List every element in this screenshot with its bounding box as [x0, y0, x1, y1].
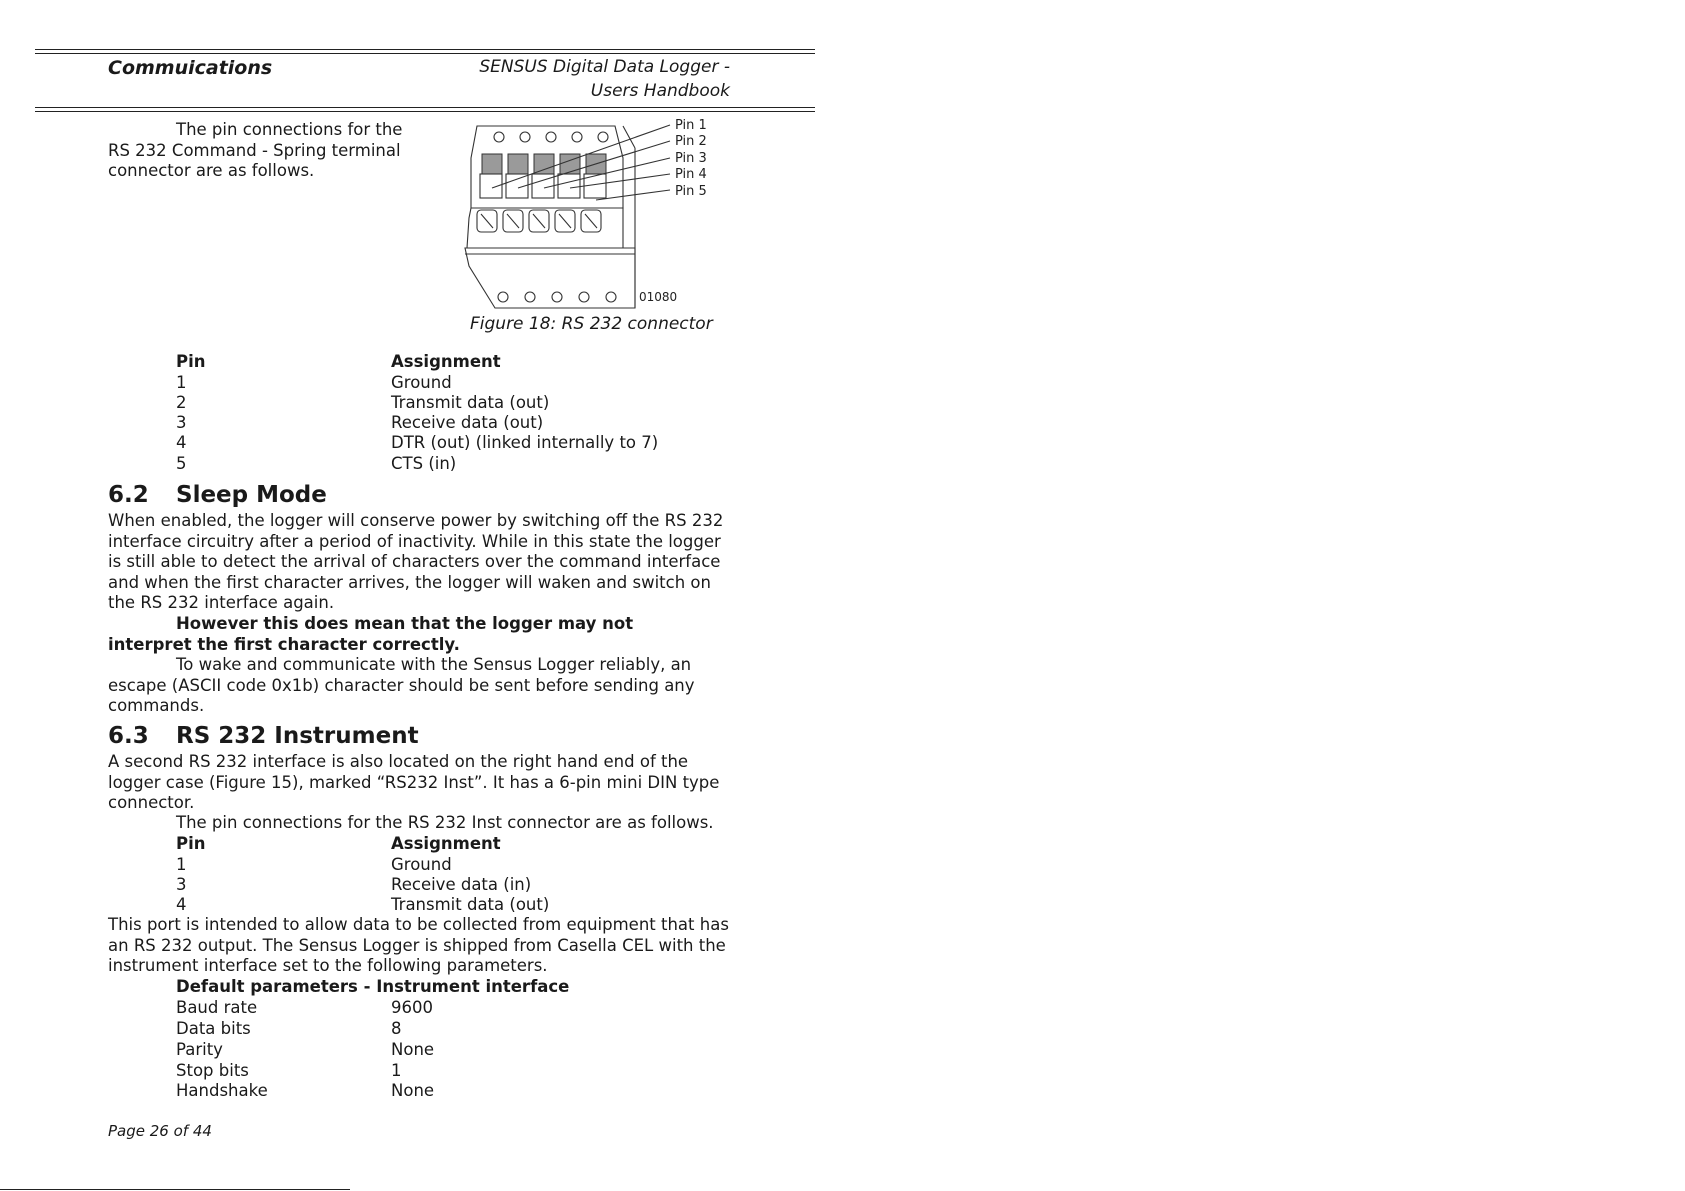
pin-assignment: Receive data (out) [391, 413, 544, 432]
instrument-paragraph-3: This port is intended to allow data to be collected from equipment that has an RS 232 output. The Sensus Logger is shipped from Casella CEL with the instrument interface set to the following parameters. [108, 915, 729, 975]
header-document-title-line1: SENSUS Digital Data Logger - [479, 57, 730, 77]
pin-assignment: DTR (out) (linked internally to 7) [391, 433, 659, 452]
pin-number: 1 [176, 855, 187, 874]
parameter-name: Stop bits [176, 1061, 249, 1080]
rs232-connector-figure [455, 118, 735, 313]
header-rule-bottom-1 [35, 107, 815, 108]
pin-assignment: Transmit data (out) [391, 393, 550, 412]
figure-code: 01080 [639, 290, 678, 304]
parameter-value: 1 [391, 1061, 402, 1080]
pin-number: 3 [176, 413, 187, 432]
pin-assignment: Ground [391, 373, 452, 392]
pin-assignment: Receive data (in) [391, 875, 532, 894]
header-document-title [440, 55, 730, 103]
section-number: 6.3 [108, 723, 149, 749]
section-heading-rs232-instrument [108, 722, 419, 750]
footer-rule [0, 1189, 350, 1190]
pin-number: 4 [176, 433, 187, 452]
pin-assignment: Transmit data (out) [391, 895, 550, 914]
table2-header-assignment: Assignment [391, 834, 501, 853]
pin-label-4: Pin 4 [675, 167, 707, 182]
parameter-value: None [391, 1081, 435, 1100]
pin-label-1: Pin 1 [675, 118, 707, 133]
header-document-title-line2: Users Handbook [590, 81, 730, 101]
header-rule-top-2 [35, 53, 815, 54]
section-heading-sleep-mode [108, 481, 327, 509]
pin-assignment: Ground [391, 855, 452, 874]
section-title: Sleep Mode [176, 482, 327, 508]
intro-paragraph: The pin connections for the RS 232 Command - Spring terminal connector are as follows. [108, 120, 403, 180]
parameter-value: None [391, 1040, 435, 1059]
pin-number: 3 [176, 875, 187, 894]
pin-number: 1 [176, 373, 187, 392]
parameter-value: 8 [391, 1019, 402, 1038]
pin-number: 5 [176, 454, 187, 473]
pin-number: 4 [176, 895, 187, 914]
defaults-title: Default parameters - Instrument interface [176, 977, 570, 996]
top-holes [494, 132, 608, 142]
instrument-paragraph-1: A second RS 232 interface is also located on the right hand end of the logger case (Figure 15), marked “RS232 Inst”. It has a 6-pin mini DIN type connector. [108, 752, 720, 812]
section-title: RS 232 Instrument [176, 723, 419, 749]
screw-terminals [477, 210, 601, 232]
pin-number: 2 [176, 393, 187, 412]
pin-label-2: Pin 2 [675, 134, 707, 149]
header-rule-bottom-2 [35, 111, 815, 112]
spring-levers [480, 154, 606, 198]
section-number: 6.2 [108, 482, 149, 508]
page-number: Page 26 of 44 [108, 1122, 212, 1140]
sleep-warning: However this does mean that the logger may not interpret the first character correctly. [108, 614, 634, 654]
table2-header-pin: Pin [176, 834, 206, 853]
parameter-name: Baud rate [176, 998, 258, 1017]
header-section-title: Commuications [108, 57, 273, 79]
parameter-name: Parity [176, 1040, 223, 1059]
pin-assignment: CTS (in) [391, 454, 457, 473]
header-rule-top-1 [35, 49, 815, 50]
parameter-name: Handshake [176, 1081, 268, 1100]
instrument-paragraph-2: The pin connections for the RS 232 Inst connector are as follows. [176, 813, 714, 832]
parameter-name: Data bits [176, 1019, 251, 1038]
table1-header-pin: Pin [176, 352, 206, 371]
figure-caption: Figure 18: RS 232 connector [470, 314, 713, 334]
sleep-paragraph-2: To wake and communicate with the Sensus Logger reliably, an escape (ASCII code 0x1b) character should be sent before sending any commands. [108, 655, 695, 715]
parameter-value: 9600 [391, 998, 433, 1017]
pin-label-3: Pin 3 [675, 151, 707, 166]
bottom-holes [498, 292, 616, 302]
pin-label-5: Pin 5 [675, 184, 707, 199]
sleep-paragraph-1: When enabled, the logger will conserve power by switching off the RS 232 interface circuitry after a period of inactivity. While in this state the logger is still able to detect the arrival of characters over the command interface and when the first character arrives, the logger will waken and switch on the RS 232 interface again. [108, 511, 724, 612]
table1-header-assignment: Assignment [391, 352, 501, 371]
